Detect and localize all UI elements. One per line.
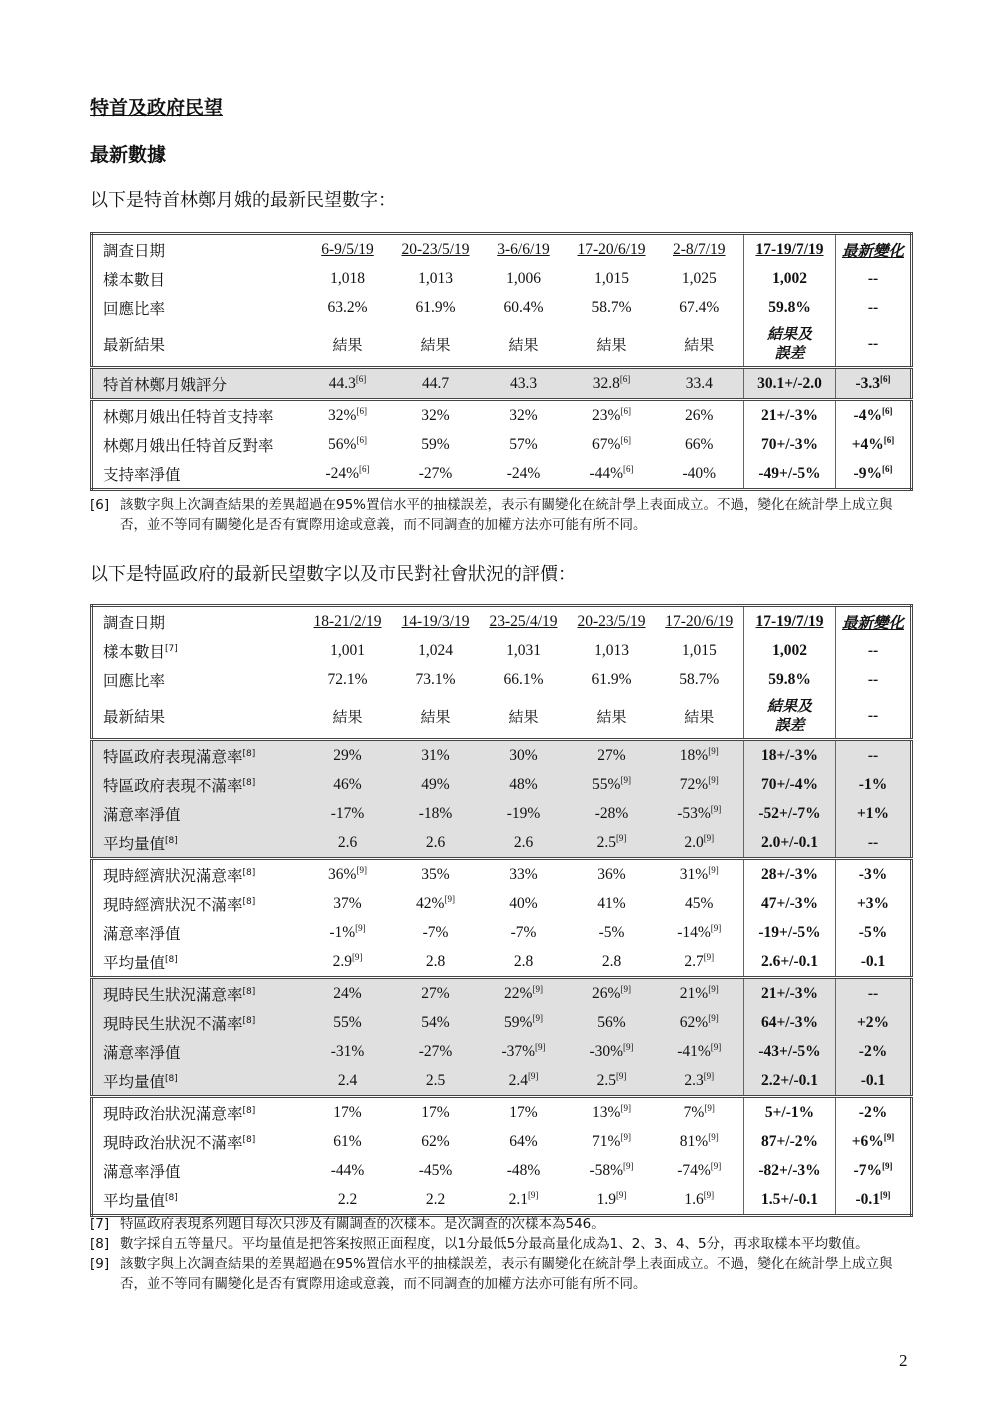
cell: 49% <box>392 770 480 799</box>
cell: 24% <box>304 978 392 1009</box>
latest-cell: 5+/-1% <box>744 1097 836 1128</box>
latest-cell: 2.0+/-0.1 <box>744 828 836 859</box>
change-cell: -4%[6] <box>853 405 893 424</box>
ce-rating-group <box>92 368 912 400</box>
change-cell: -7%[9] <box>853 1160 893 1179</box>
ce-poll-table <box>90 232 913 491</box>
cell: 43.3 <box>480 368 568 400</box>
row-label: 現時政治狀況不滿率[8] <box>103 1133 256 1152</box>
cell: 1,015 <box>681 641 717 659</box>
change-cell: -0.1 <box>836 1066 912 1097</box>
row-label: 林鄭月娥出任特首支持率 <box>103 407 274 426</box>
cell: 42%[9] <box>416 893 455 912</box>
cell: 72.1% <box>327 670 368 688</box>
row-label: 支持率淨值 <box>103 465 181 484</box>
cell: -27% <box>392 1037 480 1066</box>
cell: 64% <box>509 1132 538 1150</box>
cell: -19% <box>480 799 568 828</box>
change-cell: -0.1 <box>860 952 886 970</box>
change-cell: -- <box>836 828 912 859</box>
cell: 56%[6] <box>328 434 367 453</box>
cell: -40% <box>682 464 717 482</box>
table-row <box>92 947 912 978</box>
cell: -24%[6] <box>325 463 370 482</box>
cell: 2.2 <box>425 1190 446 1208</box>
latest-cell: 30.1+/-2.0 <box>744 368 836 400</box>
survey-date: 17-20/6/19 <box>577 240 646 258</box>
ce-intro: 以下是特首林鄭月娥的最新民望數字： <box>90 190 396 211</box>
table-row <box>92 889 912 918</box>
survey-date: 20-23/5/19 <box>577 612 646 630</box>
change-cell: -2% <box>858 1103 888 1121</box>
cell: 22%[9] <box>480 978 568 1009</box>
change-cell: +1% <box>836 799 912 828</box>
cell: 71%[9] <box>592 1131 631 1150</box>
cell: -7% <box>510 923 537 941</box>
cell: 27% <box>392 978 480 1009</box>
cell: 36%[9] <box>328 864 367 883</box>
table-row <box>92 264 912 293</box>
table-row <box>92 1008 912 1037</box>
survey-date: 2-8/7/19 <box>672 240 726 258</box>
change-cell: -- <box>867 335 879 352</box>
cell: 13%[9] <box>592 1102 631 1121</box>
gov-footnotes <box>90 1214 915 1294</box>
footnote: [9] 該數字與上次調查結果的差異超過在95%置信水平的抽樣誤差，表示有關變化在統計學上表面成立。不過，變化在統計學上成立與否，並不等同有關變化是否有實際用途或意義，而不同調查的加權方法亦可能有所不同。 <box>90 1256 893 1292</box>
row-label: 回應比率 <box>103 671 166 690</box>
latest-cell: 1,002 <box>744 636 836 665</box>
cell: 56% <box>568 1008 656 1037</box>
cell: 結果 <box>596 335 627 354</box>
survey-date: 18-21/2/19 <box>313 612 382 630</box>
cell: 21%[9] <box>656 978 744 1009</box>
table-row <box>92 459 912 490</box>
latest-cell: 結果及 誤差 <box>744 322 836 368</box>
cell: 結果 <box>332 335 363 354</box>
row-label: 樣本數目[7] <box>103 642 178 661</box>
change-header: 最新變化 <box>841 241 904 260</box>
change-cell: -9%[6] <box>853 463 893 482</box>
cell: 1,013 <box>418 269 453 287</box>
row-label: 林鄭月娥出任特首反對率 <box>103 436 274 455</box>
change-header: 最新變化 <box>841 613 904 632</box>
table-row <box>92 1066 912 1097</box>
cell: 73.1% <box>415 670 456 688</box>
table-row <box>92 740 912 771</box>
change-cell: -2% <box>836 1037 912 1066</box>
change-cell: -3% <box>858 865 888 883</box>
change-cell: -- <box>867 707 879 724</box>
table-row <box>92 430 912 459</box>
cell: 1,015 <box>594 269 629 287</box>
change-cell: -- <box>867 298 879 316</box>
latest-cell: 47+/-3% <box>744 889 836 918</box>
survey-date: 23-25/4/19 <box>489 612 558 630</box>
latest-cell: 1,002 <box>744 264 836 293</box>
cell: 2.1[9] <box>508 1189 539 1208</box>
gov-group <box>92 740 912 859</box>
cell: 17% <box>421 1103 450 1121</box>
cell: 7%[9] <box>683 1102 715 1121</box>
cell: 2.4 <box>304 1066 392 1097</box>
ce-footnotes <box>90 495 915 535</box>
cell: 2.2 <box>337 1190 358 1208</box>
change-cell: +3% <box>856 894 890 912</box>
latest-cell: -52+/-7% <box>744 799 836 828</box>
table-row <box>92 859 912 890</box>
footnote: [6] 該數字與上次調查結果的差異超過在95%置信水平的抽樣誤差，表示有關變化在統計學上表面成立。不過，變化在統計學上成立與否，並不等同有關變化是否有實際用途或意義，而不同調查的加權方法亦可能有所不同。 <box>90 497 893 533</box>
latest-cell: 64+/-3% <box>744 1008 836 1037</box>
survey-date: 6-9/5/19 <box>321 240 374 258</box>
change-cell: -1% <box>836 770 912 799</box>
cell: 1,013 <box>594 641 629 659</box>
row-label: 現時經濟狀況滿意率[8] <box>103 866 256 885</box>
gov-intro: 以下是特區政府的最新民望數字以及市民對社會狀況的評價： <box>90 564 576 585</box>
latest-cell: 2.6+/-0.1 <box>744 947 836 978</box>
row-label: 現時政治狀況滿意率[8] <box>103 1104 256 1123</box>
row-label: 特區政府表現滿意率[8] <box>92 740 304 771</box>
cell: 1,024 <box>418 641 453 659</box>
cell: 23%[6] <box>592 405 631 424</box>
cell: 36% <box>597 865 626 883</box>
cell: 2.5[9] <box>568 1066 656 1097</box>
cell: 61.9% <box>415 298 456 316</box>
change-cell: -0.1[9] <box>855 1189 891 1208</box>
table-row <box>92 1127 912 1156</box>
cell: -44%[6] <box>589 463 634 482</box>
row-label: 現時民生狀況不滿率[8] <box>92 1008 304 1037</box>
cell: 26%[9] <box>568 978 656 1009</box>
cell: 54% <box>392 1008 480 1037</box>
cell: 結果 <box>596 707 627 726</box>
latest-cell: 21+/-3% <box>744 978 836 1009</box>
row-label: 現時經濟狀況不滿率[8] <box>103 895 256 914</box>
gov-group <box>92 978 912 1097</box>
latest-cell: 結果及 誤差 <box>744 694 836 740</box>
header-label: 調查日期 <box>103 613 166 632</box>
table-row <box>92 1037 912 1066</box>
table-row <box>92 636 912 665</box>
cell: 1,001 <box>330 641 365 659</box>
cell: 62% <box>421 1132 450 1150</box>
cell: 結果 <box>684 335 715 354</box>
cell: -45% <box>418 1161 453 1179</box>
table-row <box>92 293 912 322</box>
ce-support-group <box>92 400 912 490</box>
cell: -30%[9] <box>568 1037 656 1066</box>
cell: 40% <box>509 894 538 912</box>
cell: 2.3[9] <box>656 1066 744 1097</box>
gov-poll-table <box>90 604 913 1217</box>
cell: 32.8[6] <box>568 368 656 400</box>
cell: 2.5 <box>392 1066 480 1097</box>
cell: 32%[6] <box>328 405 367 424</box>
cell: -5% <box>598 923 625 941</box>
latest-cell: 21+/-3% <box>744 400 836 431</box>
cell: -17% <box>304 799 392 828</box>
cell: 1,006 <box>506 269 541 287</box>
row-label: 最新結果 <box>103 708 166 726</box>
footnote: [8] 數字採自五等量尺。平均量值是把答案按照正面程度，以1分最低5分最高量化成為1、2、3、4、5分，再求取樣本平均數值。 <box>90 1236 869 1252</box>
latest-cell: 2.2+/-0.1 <box>744 1066 836 1097</box>
row-label: 特首林鄭月娥評分 <box>92 368 304 400</box>
latest-cell: 1.5+/-0.1 <box>744 1185 836 1216</box>
cell: -7% <box>422 923 449 941</box>
change-cell: -- <box>867 269 879 287</box>
row-label: 平均量值[8] <box>92 1066 304 1097</box>
cell: 81%[9] <box>679 1131 719 1150</box>
cell: 32% <box>421 406 450 424</box>
cell: 27% <box>568 740 656 771</box>
cell: 46% <box>304 770 392 799</box>
cell: 2.8 <box>513 952 534 970</box>
cell: 2.6 <box>480 828 568 859</box>
cell: 26% <box>685 406 714 424</box>
latest-cell: -49+/-5% <box>744 459 836 490</box>
cell: 2.6 <box>304 828 392 859</box>
header-label: 調查日期 <box>103 241 166 260</box>
cell: -48% <box>506 1161 541 1179</box>
latest-cell: -19+/-5% <box>744 918 836 947</box>
cell: -37%[9] <box>480 1037 568 1066</box>
change-cell: +4%[6] <box>851 434 895 453</box>
survey-date: 14-19/3/19 <box>401 612 470 630</box>
row-label: 滿意率淨值 <box>103 924 181 943</box>
row-label: 回應比率 <box>103 299 166 318</box>
cell: -28% <box>568 799 656 828</box>
row-label: 滿意率淨值 <box>103 1162 181 1181</box>
cell: 66% <box>685 435 714 453</box>
cell: 61% <box>333 1132 362 1150</box>
cell: 2.9[9] <box>332 951 363 970</box>
change-cell: -- <box>836 740 912 771</box>
change-cell: +6%[9] <box>851 1131 895 1150</box>
row-label: 滿意率淨值 <box>92 1037 304 1066</box>
table-row <box>92 978 912 1009</box>
cell: 61.9% <box>591 670 632 688</box>
cell: -74%[9] <box>677 1160 722 1179</box>
cell: 1.9[9] <box>596 1189 627 1208</box>
cell: 35% <box>421 865 450 883</box>
change-cell: -3.3[6] <box>836 368 912 400</box>
latest-cell: 70+/-4% <box>744 770 836 799</box>
cell: 33% <box>509 865 538 883</box>
gov-group <box>92 859 912 978</box>
cell: 59% <box>421 435 450 453</box>
cell: 57% <box>509 435 538 453</box>
table-row <box>92 368 912 400</box>
cell: 58.7% <box>679 670 720 688</box>
latest-cell: 59.8% <box>744 293 836 322</box>
latest-cell: 18+/-3% <box>744 740 836 771</box>
cell: 1.6[9] <box>684 1189 715 1208</box>
table-row <box>92 770 912 799</box>
cell: 33.4 <box>656 368 744 400</box>
change-cell: -- <box>867 641 879 659</box>
gov-header-group <box>92 606 912 740</box>
cell: 31%[9] <box>679 864 719 883</box>
cell: 2.8 <box>601 952 622 970</box>
table-row <box>92 918 912 947</box>
cell: 17% <box>509 1103 538 1121</box>
survey-date: 20-23/5/19 <box>401 240 470 258</box>
latest-cell: 28+/-3% <box>744 859 836 890</box>
page-number: 2 <box>899 1351 908 1370</box>
cell: -24% <box>506 464 541 482</box>
cell: -14%[9] <box>677 922 722 941</box>
cell: 18%[9] <box>656 740 744 771</box>
table-row <box>92 694 912 740</box>
cell: 60.4% <box>503 298 544 316</box>
cell: -58%[9] <box>589 1160 634 1179</box>
latest-cell: 59.8% <box>744 665 836 694</box>
survey-date: 17-20/6/19 <box>665 612 734 630</box>
change-cell: -5% <box>858 923 888 941</box>
cell: -41%[9] <box>656 1037 744 1066</box>
cell: 44.7 <box>392 368 480 400</box>
footnote: [7] 特區政府表現系列題目每次只涉及有關調查的次樣本。是次調查的次樣本為546。 <box>90 1216 605 1232</box>
cell: 63.2% <box>327 298 368 316</box>
row-label: 平均量值[8] <box>103 953 178 972</box>
cell: 17% <box>333 1103 362 1121</box>
cell: 41% <box>597 894 626 912</box>
section-subheading: 最新數據 <box>90 144 167 166</box>
section-heading: 特首及政府民望 <box>90 97 224 119</box>
table-header-row <box>92 234 912 265</box>
cell: 結果 <box>684 707 715 726</box>
cell: 31% <box>392 740 480 771</box>
cell: 58.7% <box>591 298 632 316</box>
cell: 32% <box>509 406 538 424</box>
latest-cell: 87+/-2% <box>744 1127 836 1156</box>
cell: 72%[9] <box>656 770 744 799</box>
row-label: 最新結果 <box>103 336 166 354</box>
cell: 1,025 <box>681 269 717 287</box>
row-label: 特區政府表現不滿率[8] <box>92 770 304 799</box>
row-label: 滿意率淨值 <box>92 799 304 828</box>
cell: 55% <box>304 1008 392 1037</box>
latest-cell: 70+/-3% <box>744 430 836 459</box>
cell: 45% <box>685 894 714 912</box>
table-row <box>92 828 912 859</box>
cell: 2.8 <box>425 952 446 970</box>
cell: 59%[9] <box>480 1008 568 1037</box>
cell: 55%[9] <box>568 770 656 799</box>
cell: 44.3[6] <box>304 368 392 400</box>
cell: 30% <box>480 740 568 771</box>
cell: 62%[9] <box>656 1008 744 1037</box>
cell: 29% <box>304 740 392 771</box>
change-cell: -- <box>836 978 912 1009</box>
cell: 37% <box>333 894 362 912</box>
cell: 1,031 <box>506 641 541 659</box>
cell: -31% <box>304 1037 392 1066</box>
cell: 67.4% <box>679 298 720 316</box>
cell: 2.0[9] <box>656 828 744 859</box>
cell: -27% <box>418 464 453 482</box>
table-row <box>92 665 912 694</box>
cell: 1,018 <box>330 269 365 287</box>
table-row <box>92 799 912 828</box>
survey-date: 3-6/6/19 <box>497 240 550 258</box>
table-row <box>92 400 912 431</box>
table-row <box>92 1156 912 1185</box>
cell: 結果 <box>508 707 539 726</box>
latest-cell: -82+/-3% <box>744 1156 836 1185</box>
latest-survey-date: 17-19/7/19 <box>744 606 836 637</box>
table-row <box>92 322 912 368</box>
cell: 66.1% <box>503 670 544 688</box>
cell: -1%[9] <box>329 922 366 941</box>
gov-group <box>92 1097 912 1216</box>
row-label: 現時民生狀況滿意率[8] <box>92 978 304 1009</box>
row-label: 平均量值[8] <box>103 1191 178 1210</box>
cell: 2.4[9] <box>480 1066 568 1097</box>
table-row <box>92 1097 912 1128</box>
cell: -18% <box>392 799 480 828</box>
cell: -44% <box>330 1161 365 1179</box>
cell: -53%[9] <box>656 799 744 828</box>
cell: 2.5[9] <box>568 828 656 859</box>
ce-header-group <box>92 234 912 368</box>
row-label: 平均量值[8] <box>92 828 304 859</box>
row-label: 樣本數目 <box>103 270 166 289</box>
cell: 結果 <box>420 707 451 726</box>
table-row <box>92 1185 912 1216</box>
latest-survey-date: 17-19/7/19 <box>744 234 836 265</box>
cell: 48% <box>480 770 568 799</box>
change-cell: +2% <box>836 1008 912 1037</box>
cell: 2.7[9] <box>684 951 715 970</box>
cell: 67%[6] <box>592 434 631 453</box>
latest-cell: -43+/-5% <box>744 1037 836 1066</box>
cell: 結果 <box>508 335 539 354</box>
table-header-row <box>92 606 912 637</box>
cell: 結果 <box>332 707 363 726</box>
cell: 結果 <box>420 335 451 354</box>
change-cell: -- <box>867 670 879 688</box>
cell: 2.6 <box>392 828 480 859</box>
